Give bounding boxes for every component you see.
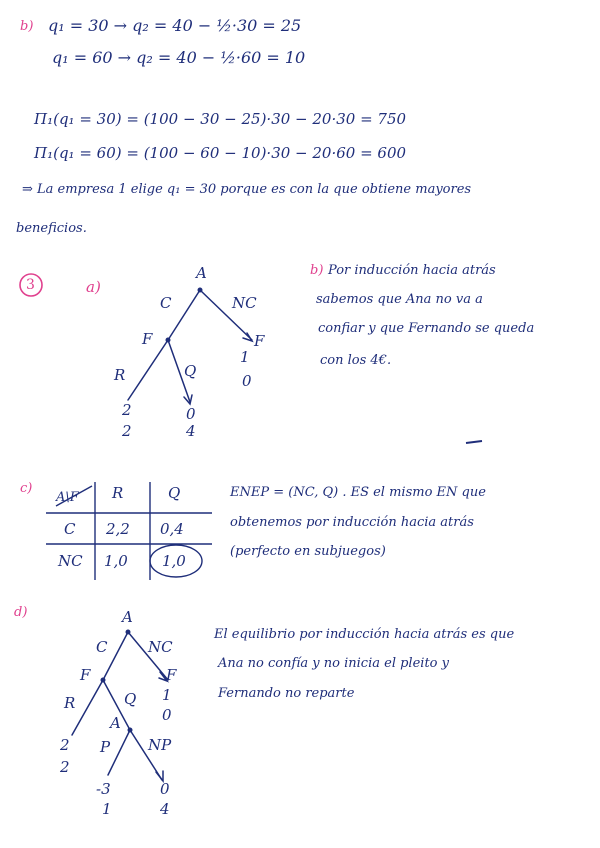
table-cell-nc-q: 1,0 [162,552,186,570]
tree-d-r-payoff-1: 2 [60,736,70,754]
tree-d-a2-label: A [110,714,121,732]
part-b-line-3: confiar y que Fernando se queda [318,321,535,336]
table-corner: A\F [56,490,79,505]
part-b-line-4: con los 4€. [320,353,392,368]
tree-d-q-label: Q [124,690,137,708]
profit-q1-60: Π₁(q₁ = 60) = (100 − 60 − 10)·30 − 20·60 = 600 [34,144,407,162]
tree-d-np-label: NP [148,736,172,754]
tree-d-c-label: C [96,638,108,656]
tree-d-p-label: P [100,738,111,756]
tree-a-c-label: C [160,294,172,312]
tree-a-q-payoff-1: 0 [186,405,196,423]
tree-d-np-payoff-2: 4 [160,800,170,818]
table-cell-c-r: 2,2 [106,520,130,538]
conclusion-line-2: beneficios. [16,221,87,236]
tree-a-f-label: F [142,330,153,348]
part-d-line-3: Fernando no reparte [218,686,355,701]
part-c-line-2: obtenemos por inducción hacia atrás [230,515,474,530]
equation-q1-30: q₁ = 30 → q₂ = 40 − ½·30 = 25 [48,16,302,35]
part-d-line-2: Ana no confía y no inicia el pleito y [218,656,449,671]
tree-d-edge-r [72,680,103,735]
tree-d-root-dot [126,630,131,635]
tree-d-r-label: R [64,694,76,712]
stray-dash [466,441,482,443]
tree-d-f-end-label: F [166,666,177,684]
part-b-line-2: sabemos que Ana no va a [316,292,483,307]
tree-d-edge-p [108,730,130,775]
table-cell-c-q: 0,4 [160,520,184,538]
exercise-number: 3 [26,277,35,293]
part-d-label: d) [14,605,28,620]
part-d-line-1: El equilibrio por inducción hacia atrás es que [214,627,515,642]
tree-d-np-payoff-1: 0 [160,780,170,798]
equation-q1-60: q₁ = 60 → q₂ = 40 − ½·60 = 10 [52,48,306,67]
part-b-line-1: Por inducción hacia atrás [328,263,496,278]
table-row-c-label: C [64,520,76,538]
tree-d-nc-payoff-1: 1 [162,686,172,704]
table-header-q: Q [168,484,181,502]
table-header-r: R [112,484,124,502]
part-a-label: a) [86,278,101,296]
tree-a-f-end-label: F [254,332,265,350]
tree-a-root-label: A [196,264,207,282]
tree-a-nc-payoff-1: 1 [240,348,250,366]
part-b-label: b) [310,263,324,278]
tree-d-nc-label: NC [148,638,173,656]
part-c-line-3: (perfecto en subjuegos) [230,544,386,559]
tree-a-r-label: R [114,366,126,384]
tree-d-a2-dot [128,728,133,733]
section-b-label: b) [20,19,34,34]
part-c-line-1: ENEP = (NC, Q) . ES el mismo EN que [230,485,486,500]
tree-a-nc-label: NC [232,294,257,312]
tree-d-p-payoff-1: -3 [96,780,111,798]
tree-a-r-payoff-2: 2 [122,422,132,440]
tree-d-nc-payoff-2: 0 [162,706,172,724]
tree-a-root-dot [198,288,203,293]
tree-a-edge-c [168,290,200,340]
conclusion-line-1: ⇒ La empresa 1 elige q₁ = 30 porque es con la que obtiene mayores [22,182,472,197]
profit-q1-30: Π₁(q₁ = 30) = (100 − 30 − 25)·30 − 20·30 = 750 [34,110,407,128]
table-row-nc-label: NC [58,552,83,570]
tree-a-f-dot [166,338,171,343]
tree-a-nc-payoff-2: 0 [242,372,252,390]
part-c-label: c) [20,481,33,496]
table-cell-nc-r: 1,0 [104,552,128,570]
tree-d-root-label: A [122,608,133,626]
tree-a-q-label: Q [184,362,197,380]
tree-d-f-label: F [80,666,91,684]
tree-d-f-dot [101,678,106,683]
tree-a-r-payoff-1: 2 [122,401,132,419]
tree-d-r-payoff-2: 2 [60,758,70,776]
tree-a-edge-r [128,340,168,400]
tree-d-p-payoff-2: 1 [102,800,112,818]
tree-a-q-payoff-2: 4 [186,422,196,440]
arrow-nc-icon [243,333,252,341]
